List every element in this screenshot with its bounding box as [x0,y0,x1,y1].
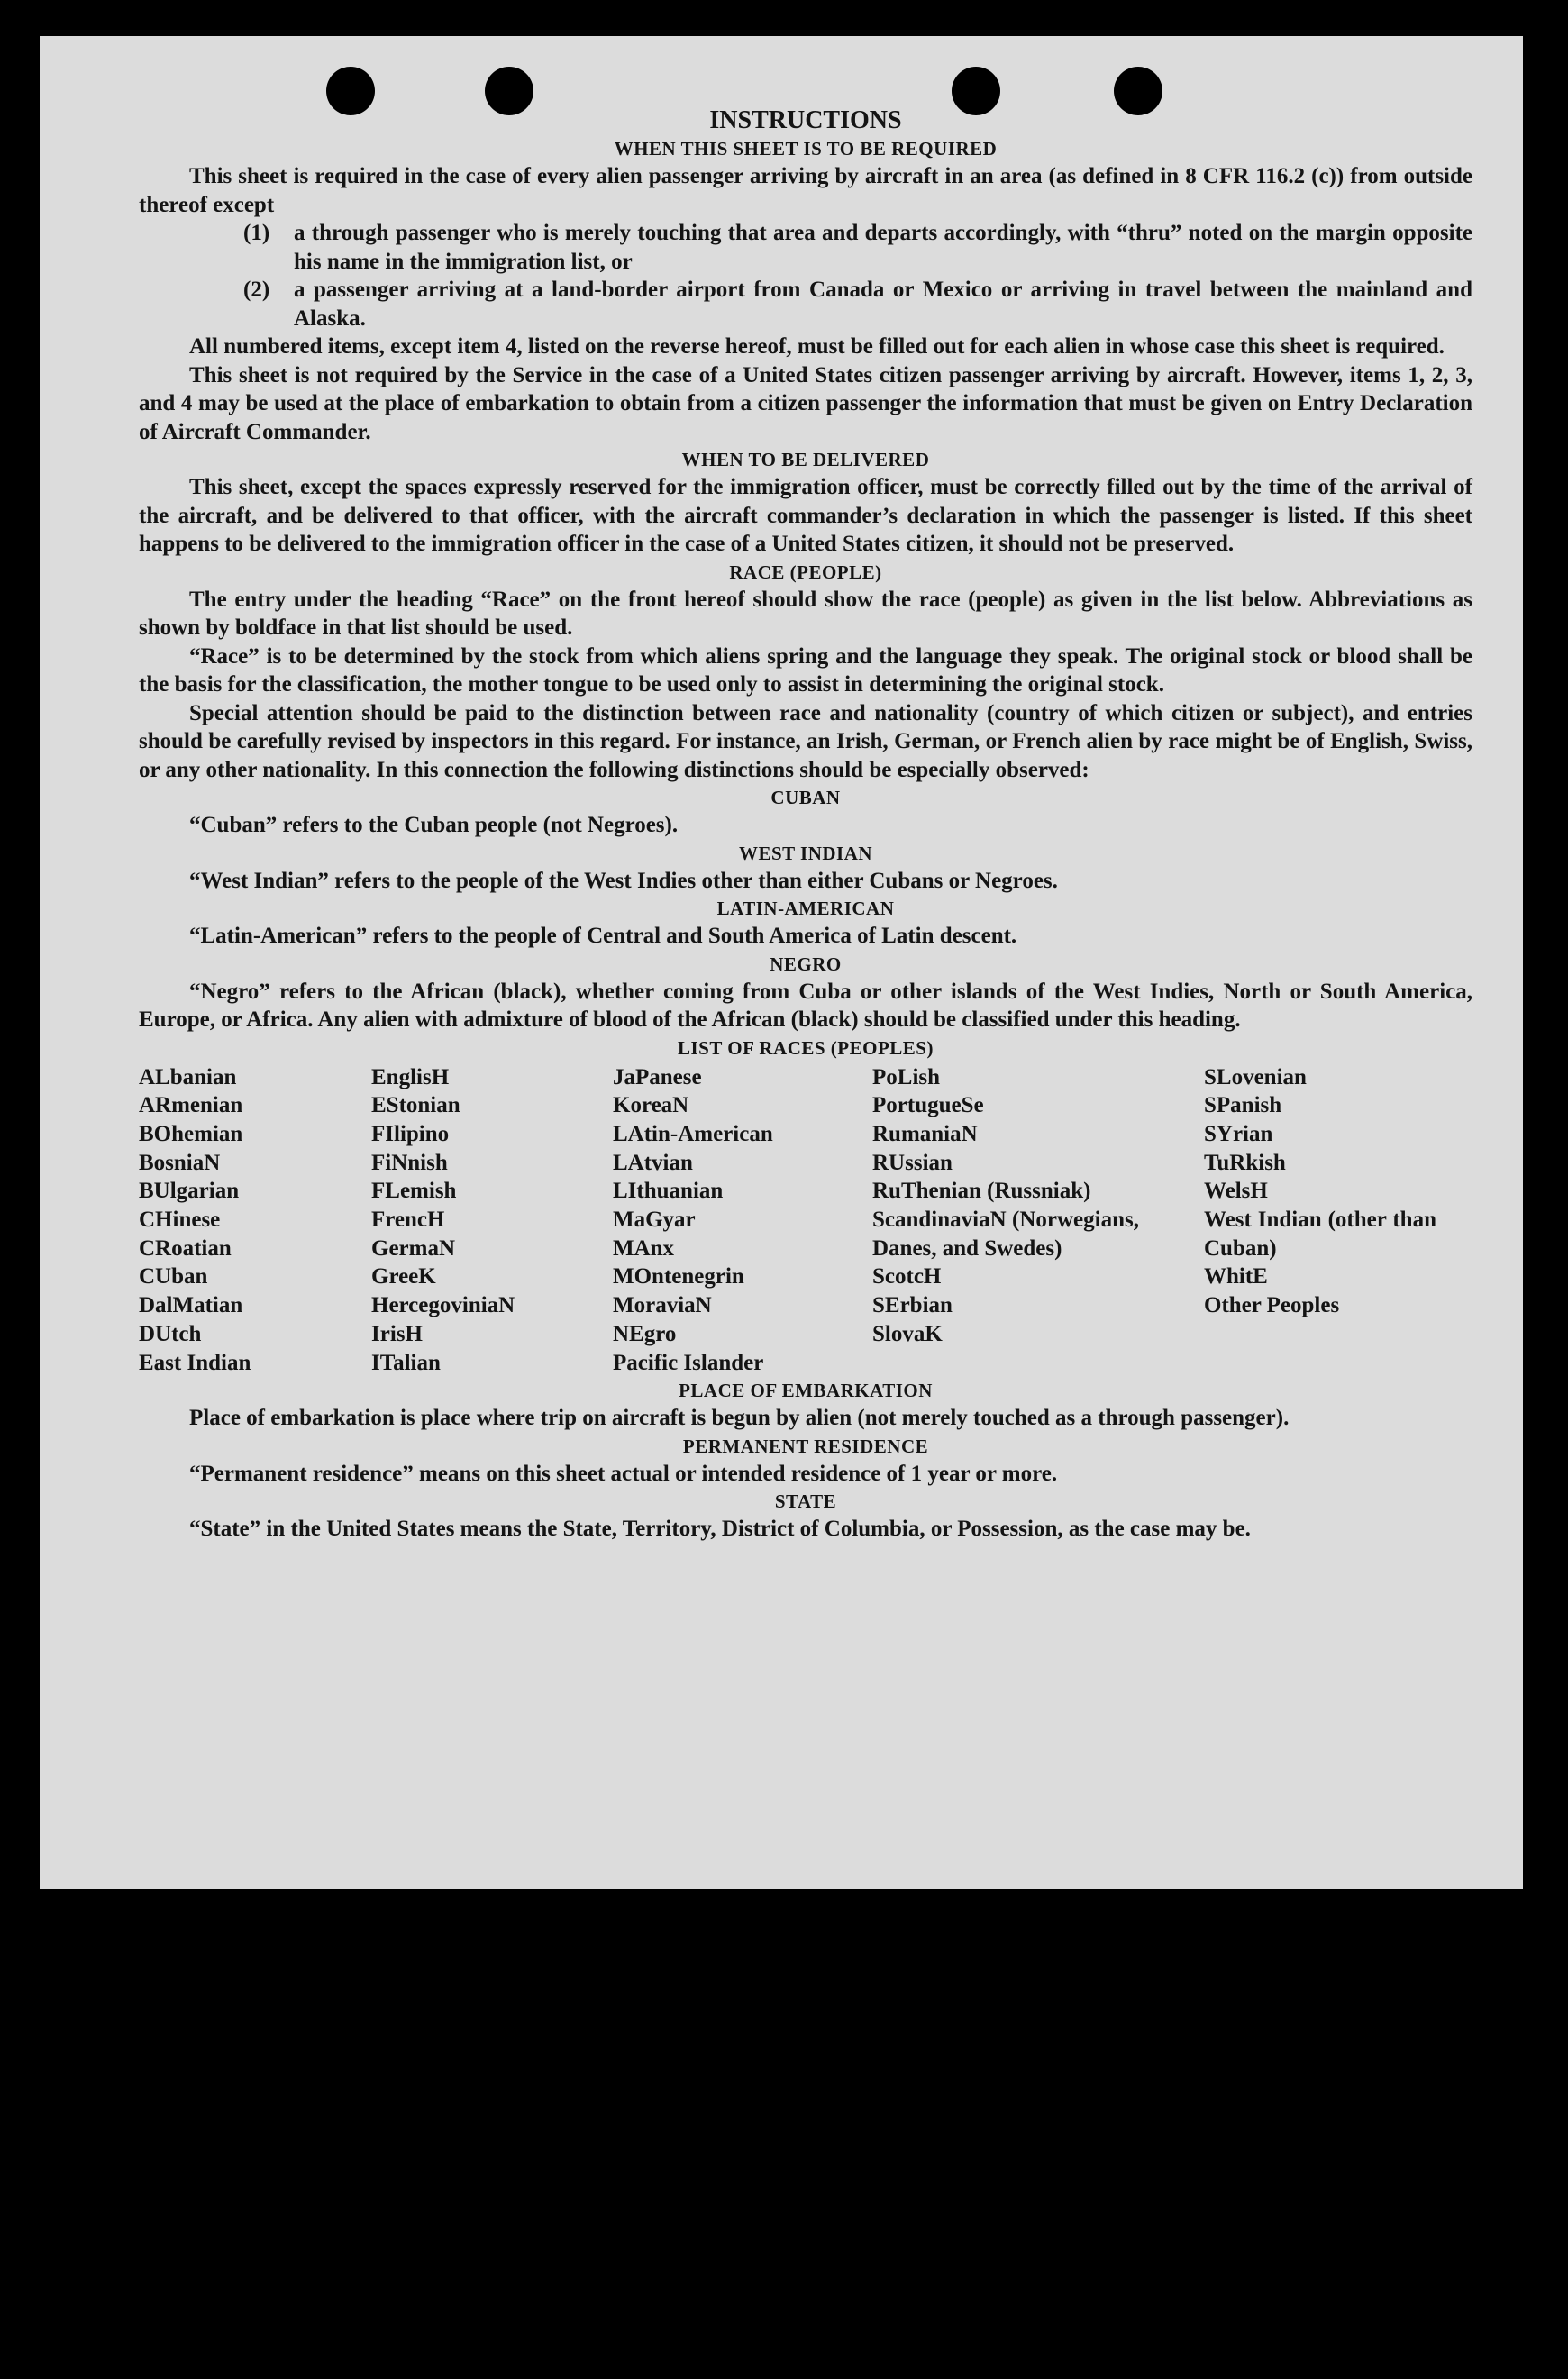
race-entry: ScotcH [872,1264,942,1290]
race-entry: East Indian [139,1350,251,1375]
race-entry: LAtin-American [613,1121,773,1146]
race-entry: West Indian (other than Cuban) [1204,1208,1436,1261]
required-paragraph-3: This sheet is not required by the Service in the case of a United States citizen passenger arriving by aircraft. However, items 1, 2, 3, and 4 may be used at the place of embarkation to obtain from a citizen passenger the information that must be given on Entry Declaration of Aircraft Commander. [139,362,1472,444]
race-entry: CHinese [139,1208,221,1233]
race-list [139,1063,1472,1378]
race-entry: CRoatian [139,1235,232,1261]
race-entry: ScandinaviaN (Norwegians, Danes, and Swedes) [872,1208,1139,1261]
heading-race: RACE (PEOPLE) [729,561,882,583]
race-entry: WelsH [1204,1179,1268,1204]
race-entry: SlovaK [872,1321,943,1346]
required-item [139,219,1472,276]
race-column [872,1063,1139,1378]
required-item [139,276,1472,333]
race-entry: ALbanian [139,1064,237,1089]
race-entry: BUlgarian [139,1179,240,1204]
race-column [1204,1063,1436,1378]
race-entry: RUssian [872,1150,953,1175]
race-entry: FiNnish [371,1150,448,1175]
race-paragraph-3: Special attention should be paid to the distinction between race and nationality (country of which citizen or subject), and entries should be carefully revised by inspectors in this regard. For instance, an Irish, German, or French alien by race might be of English, Swiss, or any other nationality. In this connection the following distinctions should be especially observed: [139,700,1472,782]
race-column [139,1063,371,1378]
item-number: (1) [243,221,270,245]
race-entry: NEgro [613,1321,677,1346]
heading-state: STATE [774,1490,837,1513]
heading-cuban: CUBAN [770,787,841,808]
race-entry: LAtvian [613,1150,693,1175]
race-entry: WhitE [1204,1264,1268,1290]
race-entry: TuRkish [1204,1150,1286,1175]
race-entry: DalMatian [139,1293,243,1318]
west-indian-paragraph: “West Indian” refers to the people of the West Indies other than either Cubans or Negroes. [189,868,1058,893]
race-entry: FrencH [371,1208,445,1233]
race-entry: ARmenian [139,1093,243,1118]
punch-hole [485,67,533,115]
race-entry: KoreaN [613,1093,689,1118]
race-entry: PortugueSe [872,1093,984,1118]
race-entry: SYrian [1204,1121,1273,1146]
race-entry: MoraviaN [613,1293,712,1318]
race-entry: ITalian [371,1350,441,1375]
item-number: (2) [243,278,270,302]
heading-west-indian: WEST INDIAN [738,842,873,864]
required-intro: This sheet is required in the case of every alien passenger arriving by aircraft in an area (as defined in 8 CFR 116.2 (c)) from outside thereof except [139,164,1472,217]
negro-paragraph: “Negro” refers to the African (black), whether coming from Cuba or other islands of the West Indies, North or South America, Europe, or Africa. Any alien with admixture of blood of the African (black) should be classified under this heading. [139,979,1472,1032]
race-entry: EnglisH [371,1064,450,1089]
residence-paragraph: “Permanent residence” means on this sheet actual or intended residence of 1 year or more. [189,1461,1058,1486]
race-entry: SErbian [872,1293,953,1318]
latin-american-paragraph: “Latin-American” refers to the people of Central and South America of Latin descent. [189,924,1017,948]
heading-permanent-residence: PERMANENT RESIDENCE [682,1435,929,1457]
item-text: a passenger arriving at a land-border airport from Canada or Mexico or arriving in travel between the mainland and Alaska. [294,278,1472,331]
heading-place-of-embarkation: PLACE OF EMBARKATION [679,1380,933,1402]
race-entry: IrisH [371,1321,423,1346]
race-entry: FIlipino [371,1121,450,1146]
punch-hole [952,67,1000,115]
race-entry: EStonian [371,1093,460,1118]
race-entry: MAnx [613,1235,675,1261]
heading-when-delivered: WHEN TO BE DELIVERED [681,449,930,470]
race-entry: DUtch [139,1321,202,1346]
item-text: a through passenger who is merely touching that area and departs accordingly, with “thru” noted on the margin opposite his name in the immigration list, or [294,221,1472,274]
race-entry: HercegoviniaN [371,1293,515,1318]
race-entry: Other Peoples [1204,1293,1340,1318]
race-entry: SLovenian [1204,1064,1307,1089]
race-entry: BOhemian [139,1121,243,1146]
heading-negro: NEGRO [770,953,842,975]
race-entry: GermaN [371,1235,456,1261]
race-entry: BosniaN [139,1150,221,1175]
punch-hole [326,67,375,115]
race-entry: RumaniaN [872,1121,978,1146]
race-column [371,1063,613,1378]
race-entry: PoLish [872,1064,941,1089]
state-paragraph: “State” in the United States means the State, Territory, District of Columbia, or Possession, as the case may be. [189,1517,1251,1542]
punch-hole [1114,67,1162,115]
race-entry: GreeK [371,1264,436,1290]
cuban-paragraph: “Cuban” refers to the Cuban people (not Negroes). [189,813,679,837]
required-paragraph-2: All numbered items, except item 4, listed on the reverse hereof, must be filled out for each alien in whose case this sheet is required. [189,334,1445,359]
race-entry: CUban [139,1264,208,1290]
race-paragraph-2: “Race” is to be determined by the stock from which aliens spring and the language they speak. The original stock or blood shall be the basis for the classification, the mother tongue to be used only to assist in determining the original stock. [139,643,1472,697]
race-entry: MaGyar [613,1208,696,1233]
embarkation-paragraph: Place of embarkation is place where trip on aircraft is begun by alien (not merely touched as a through passenger). [189,1406,1290,1431]
race-column [613,1063,872,1378]
heading-list-of-races: LIST OF RACES (PEOPLES) [678,1036,934,1059]
race-entry: Pacific Islander [613,1350,764,1375]
race-entry: MOntenegrin [613,1264,744,1290]
document-sheet [40,36,1523,1889]
page-title: INSTRUCTIONS [709,106,902,134]
race-entry: FLemish [371,1179,457,1204]
race-entry: LIthuanian [613,1179,724,1204]
race-entry: JaPanese [613,1064,702,1089]
delivered-paragraph: This sheet, except the spaces expressly reserved for the immigration officer, must be correctly filled out by the time of the arrival of the aircraft, and be delivered to that officer, with the aircraft commander’s declaration in which the passenger is listed. If this sheet happens to be delivered to the immigration officer in the case of a United States citizen, it should not be preserved. [139,475,1472,556]
heading-when-required: WHEN THIS SHEET IS TO BE REQUIRED [614,138,998,160]
heading-latin-american: LATIN-AMERICAN [716,898,895,919]
race-paragraph-1: The entry under the heading “Race” on the front hereof should show the race (people) as given in the list below. Abbreviations as shown by boldface in that list should be used. [139,587,1472,640]
race-entry: SPanish [1204,1093,1282,1118]
race-entry: RuThenian (Russniak) [872,1179,1091,1204]
